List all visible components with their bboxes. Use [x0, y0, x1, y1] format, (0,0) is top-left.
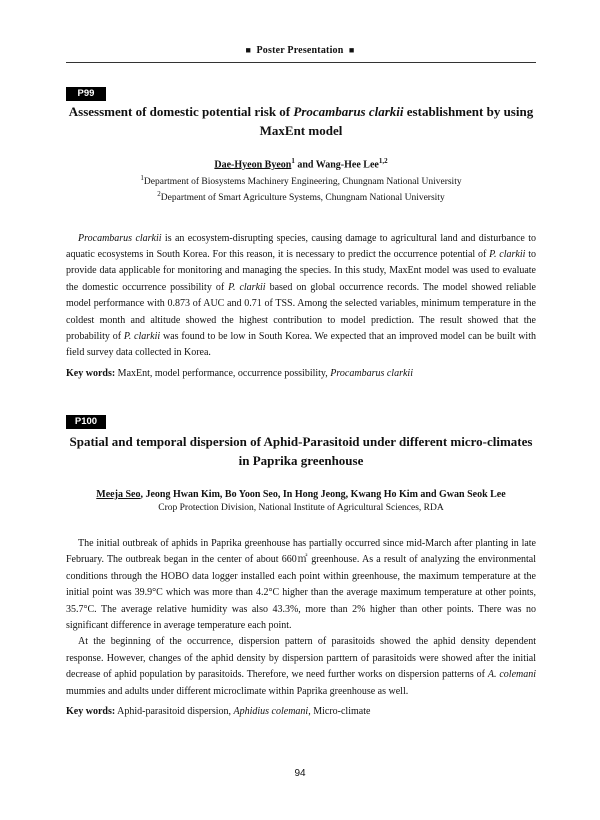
abstract-title: Assessment of domestic potential risk of Procambarus clarkii establishment by using MaxEnt model [68, 104, 534, 138]
affiliation: $^1$Department of Biosystems Machinery Engineering, Chungnam National University [140, 174, 462, 188]
keywords: Key words: Aphid-parasitoid dispersion, Aphidius colemani, Micro-climate [66, 706, 371, 718]
abstract-code-badge: P99 [66, 87, 106, 101]
author-list: Meeja Seo, Jeong Hwan Kim, Bo Yoon Seo, In Hong Jeong, Kwang Ho Kim and Gwan Seok Lee [96, 489, 506, 500]
abstract-p100 [66, 432, 536, 720]
square-bullet-icon: ■ [348, 45, 355, 55]
abstract-body: The initial outbreak of aphids in Paprika greenhouse has partially occurred since mid-March after planting in late February. The outbreak began in the center of about 660㎡ greenhouse. As a result of analyzing the environmental conditions through the HOBO data logger installed each point within greenhouse, the maximum temperature at the initial point was 39.9°C which was more than 4.2°C higher than the average maximum temperature at other points, 35.7°C. The average relative humidity was also 43.3%, more than 2% higher than other points. There was no significant difference in average temperature each point. [66, 538, 536, 632]
page-number: 94 [294, 768, 306, 779]
author-list: Dae-Hyeon Byeon$^1$ and Wang-Hee Lee$^{1,2}$ [214, 157, 388, 171]
abstract-p99 [66, 102, 536, 382]
abstract-body: At the beginning of the occurrence, dispersion pattern of parasitoids showed the aphid density dependent response. However, changes of the aphid density by dispersion parttern of parasitoids were showed after the initial decrease of aphid population by parasitoids. Therefore, we need further works on dispersion patterns of A. colemani mummies and adults under different microclimate within Paprika greenhouse as well. [66, 636, 537, 697]
affiliation: $^2$Department of Smart Agriculture Systems, Chungnam National University [157, 190, 445, 204]
keywords: Key words: MaxEnt, model performance, occurrence possibility, Procambarus clarkii [66, 367, 413, 379]
header-rule [66, 62, 536, 63]
square-bullet-icon: ■ [245, 45, 252, 55]
abstract-title: Spatial and temporal dispersion of Aphid-Parasitoid under different micro-climates in Paprika greenhouse [69, 434, 533, 468]
running-header [0, 45, 600, 56]
affiliation: Crop Protection Division, National Institute of Agricultural Sciences, RDA [158, 503, 444, 513]
header-title: Poster Presentation [256, 45, 344, 56]
abstract-code-badge: P100 [66, 415, 106, 429]
abstract-body: Procambarus clarkii is an ecosystem-disrupting species, causing damage to agricultural land and disturbance to aquatic ecosystems in South Korea. For this reason, it is necessary to predict the occurrence potential of P. clarkii to provide data applicable for monitoring and managing the species. In this study, MaxEnt model was used to evaluate the domestic occurrence possibility of P. clarkii based on global occurrence records. The model showed reliable model performance with 0.873 of AUC and 0.71 of TSS. Among the selected variables, minimum temperature in the coldest month and altitude showed the highest contribution to model prediction. The result showed that the probability of P. clarkii was found to be low in South Korea. We expected that an improved model can be built with field survey data collected in Korea. [66, 232, 536, 359]
